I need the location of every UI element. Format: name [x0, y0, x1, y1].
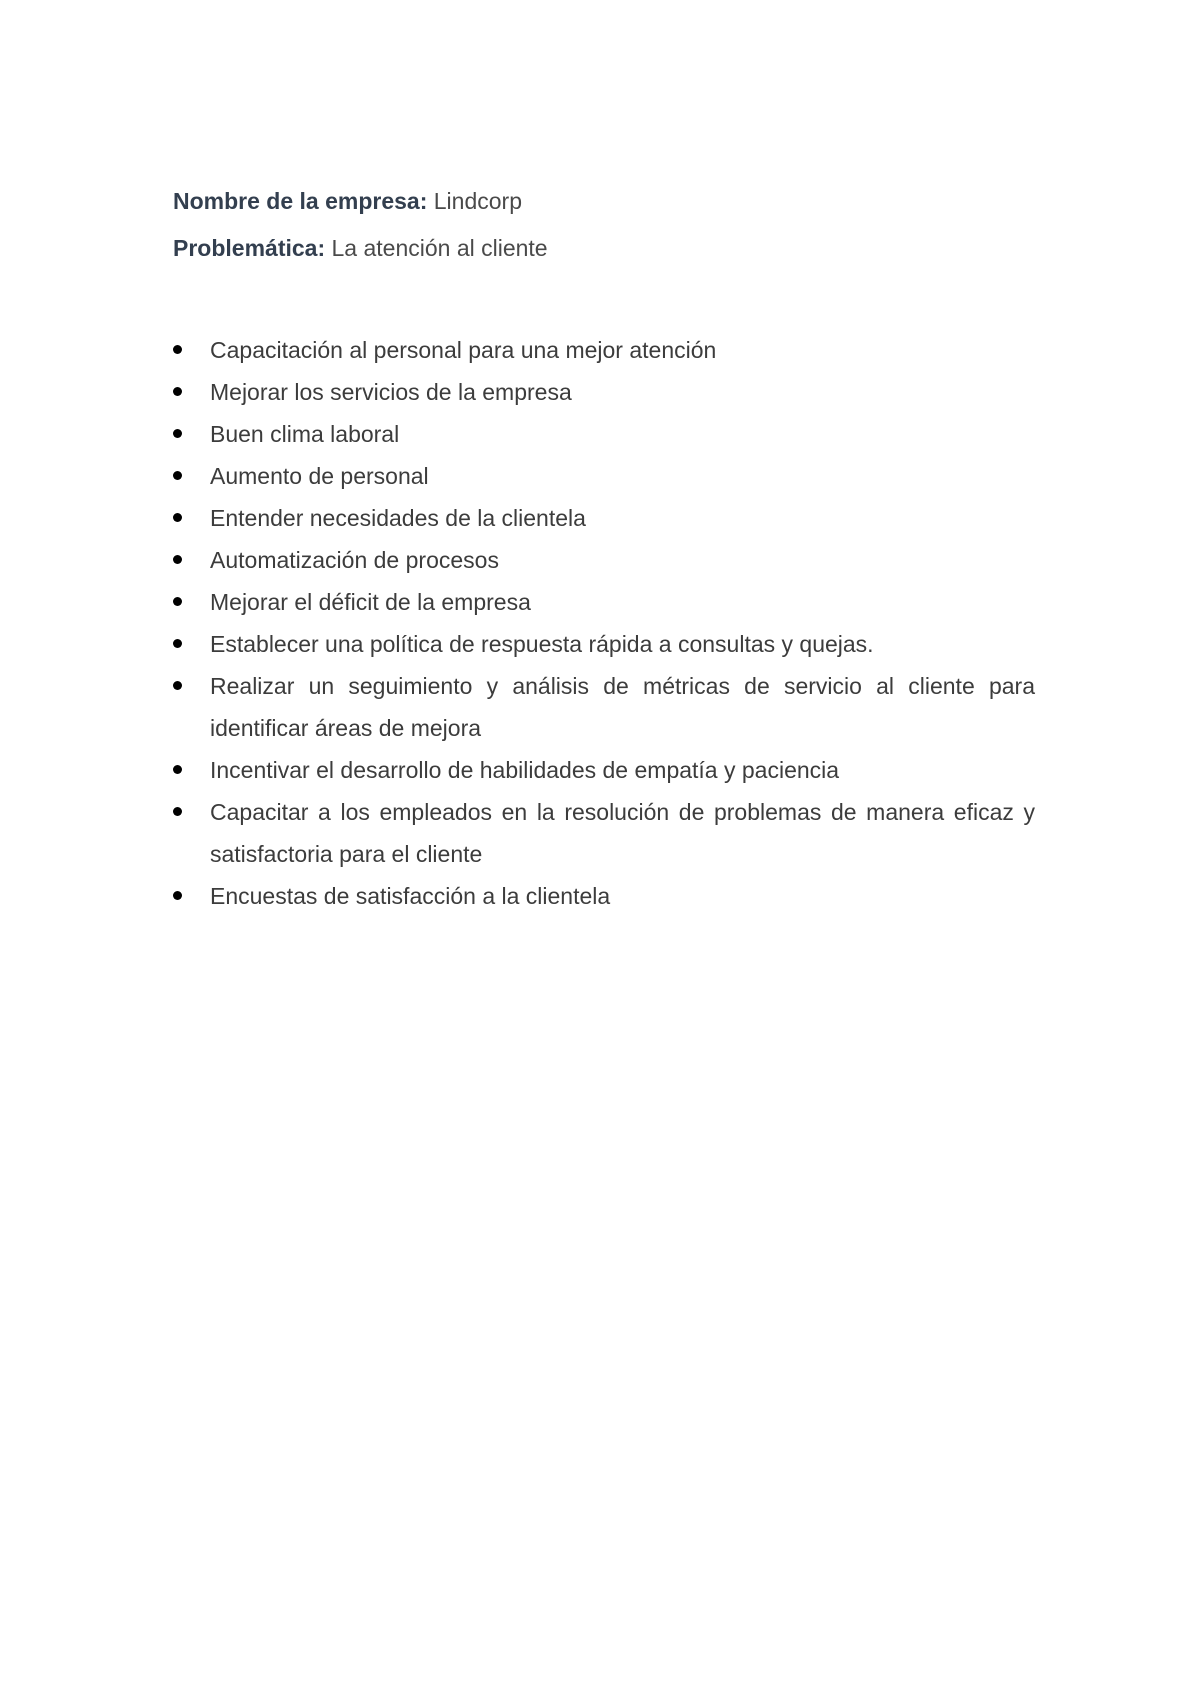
list-item-text: Buen clima laboral [210, 421, 400, 447]
list-item [173, 875, 1035, 917]
list-item-text: Aumento de personal [210, 463, 429, 489]
bullet-icon [173, 345, 182, 354]
company-name-value: Lindcorp [433, 188, 522, 214]
problem-value: La atención al cliente [331, 235, 548, 261]
bullet-icon [173, 471, 182, 480]
bullet-icon [173, 387, 182, 396]
list-item [173, 581, 1035, 623]
list-item [173, 749, 1035, 791]
bullet-icon [173, 597, 182, 606]
problem-label: Problemática: [173, 235, 326, 261]
list-item [173, 497, 1035, 539]
list-item-text: Realizar un seguimiento y análisis de métricas de servicio al cliente para identificar áreas de mejora [210, 673, 1035, 741]
company-name-line [173, 187, 1035, 215]
bullet-list [173, 329, 1035, 917]
bullet-icon [173, 513, 182, 522]
list-item-text: Encuestas de satisfacción a la clientela [210, 883, 611, 909]
list-item-text: Automatización de procesos [210, 547, 499, 573]
list-item-text: Establecer una política de respuesta rápida a consultas y quejas. [210, 631, 874, 657]
bullet-icon [173, 765, 182, 774]
list-item [173, 623, 1035, 665]
document-content [173, 187, 1035, 909]
company-name-label: Nombre de la empresa: [173, 188, 428, 214]
list-item [173, 539, 1035, 581]
bullet-icon [173, 807, 182, 816]
list-item [173, 371, 1035, 413]
bullet-icon [173, 891, 182, 900]
list-item-text: Capacitar a los empleados en la resolución de problemas de manera eficaz y satisfactoria para el cliente [210, 799, 1035, 867]
list-item-text: Entender necesidades de la clientela [210, 505, 586, 531]
bullet-icon [173, 429, 182, 438]
bullet-icon [173, 639, 182, 648]
bullet-icon [173, 681, 182, 690]
problem-line [173, 234, 1035, 262]
list-item-text: Mejorar el déficit de la empresa [210, 589, 531, 615]
list-item [173, 455, 1035, 497]
bullet-icon [173, 555, 182, 564]
list-item-text: Capacitación al personal para una mejor atención [210, 337, 717, 363]
list-item [173, 665, 1035, 749]
list-item [173, 329, 1035, 371]
list-item-text: Mejorar los servicios de la empresa [210, 379, 572, 405]
list-item [173, 413, 1035, 455]
list-item-text: Incentivar el desarrollo de habilidades de empatía y paciencia [210, 757, 840, 783]
list-item [173, 791, 1035, 875]
